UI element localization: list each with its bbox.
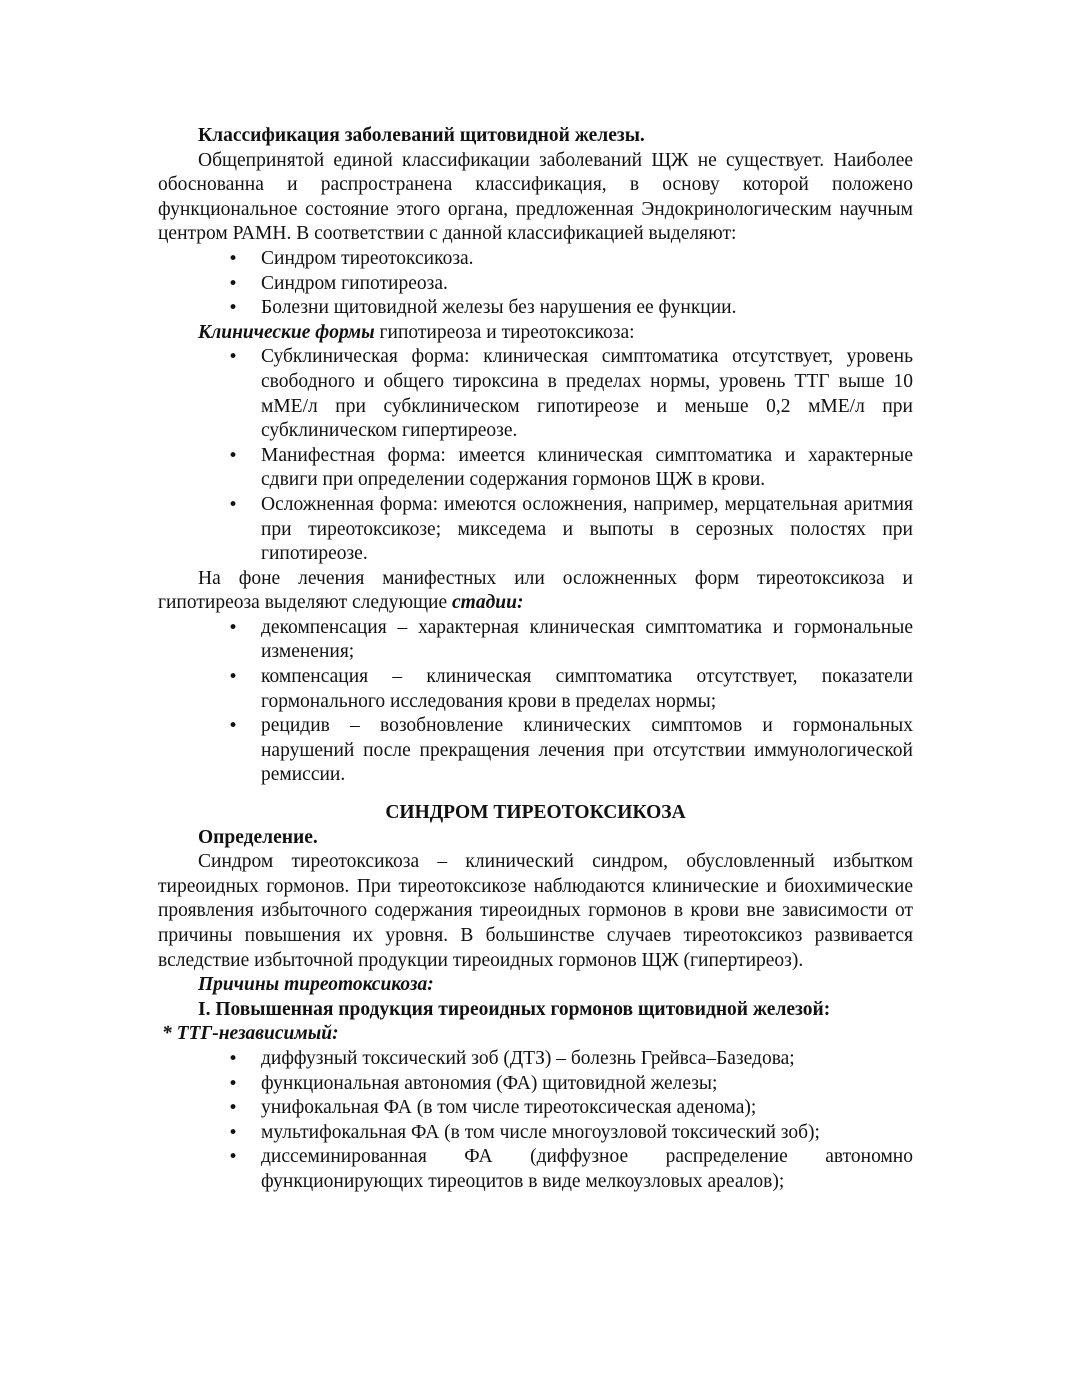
document-page [158,124,913,1195]
list-item: • диффузный токсический зоб (ДТЗ) – болезнь Грейвса–Базедова; [158,1047,913,1072]
list-item: • Манифестная форма: имеется клиническая симптоматика и характерные сдвиги при определении содержания гормонов ЩЖ в крови. [158,444,913,493]
definition-text: Синдром тиреотоксикоза – клинический синдром, обусловленный избытком тиреоидных гормонов. При тиреотоксикозе наблюдаются клинические и биохимические проявления избыточного содержания тиреоидных гормонов в крови вне зависимости от причины повышения их уровня. В большинстве случаев тиреотоксикоз развивается вследствие избыточной продукции тиреоидных гормонов ЩЖ (гипертиреоз). [158,851,913,971]
list-item: • Синдром гипотиреоза. [158,272,913,297]
cause-one-heading: I. Повышенная продукция тиреоидных гормонов щитовидной железой: [198,998,831,1020]
definition-heading: Определение. [198,826,318,848]
subtype-list [158,1047,913,1195]
clinical-forms-lead-rest: гипотиреоза и тиреотоксикоза: [374,321,635,343]
classification-list [158,247,913,321]
list-item: • унифокальная ФА (в том числе тиреотоксическая аденома); [158,1096,913,1121]
list-item: • рецидив – возобновление клинических симптомов и гормональных нарушений после прекращения лечения при отсутствии иммунологической ремиссии. [158,714,913,788]
stages-lead-text: На фоне лечения манифестных или осложненных форм тиреотоксикоза и гипотиреоза выделяют следующие [158,567,913,614]
stages-emphasis: стадии: [452,592,524,614]
list-item: • Болезни щитовидной железы без нарушения ее функции. [158,296,913,321]
stages-list [158,616,913,788]
subtype-label: * ТТГ-независимый: [162,1023,339,1045]
list-item: • декомпенсация – характерная клиническая симптоматика и гормональные изменения; [158,616,913,665]
list-item: • диссеминированная ФА (диффузное распределение автономно функционирующих тиреоцитов в виде мелкоузловых ареалов); [158,1145,913,1194]
clinical-forms-emphasis: Клинические формы [198,321,375,343]
stages-lead [158,567,913,616]
list-item: • мультифокальная ФА (в том числе многоузловой токсический зоб); [158,1121,913,1146]
clinical-forms-lead [158,321,913,346]
classification-intro: Общепринятой единой классификации заболеваний ЩЖ не существует. Наиболее обоснованна и распространена классификация, в основу которой положено функциональное состояние этого органа, предложенная Эндокринологическим научным центром РАМН. В соответствии с данной классификацией выделяют: [158,149,913,245]
list-item: • Субклиническая форма: клиническая симптоматика отсутствует, уровень свободного и общего тироксина в пределах нормы, уровень ТТГ выше 10 мМЕ/л при субклиническом гипотиреозе и меньше 0,2 мМЕ/л при субклиническом гипертиреозе. [158,345,913,443]
clinical-forms-list [158,345,913,566]
list-item: • функциональная автономия (ФА) щитовидной железы; [158,1072,913,1097]
list-item: • Синдром тиреотоксикоза. [158,247,913,272]
list-item: • Осложненная форма: имеются осложнения, например, мерцательная аритмия при тиреотоксикозе; микседема и выпоты в серозных полостях при гипотиреозе. [158,493,913,567]
causes-heading: Причины тиреотоксикоза: [198,974,434,996]
list-item: • компенсация – клиническая симптоматика отсутствует, показатели гормонального исследования крови в пределах нормы; [158,665,913,714]
classification-heading: Классификация заболеваний щитовидной железы. [198,125,645,146]
section-title: СИНДРОМ ТИРЕОТОКСИКОЗА [385,802,686,824]
